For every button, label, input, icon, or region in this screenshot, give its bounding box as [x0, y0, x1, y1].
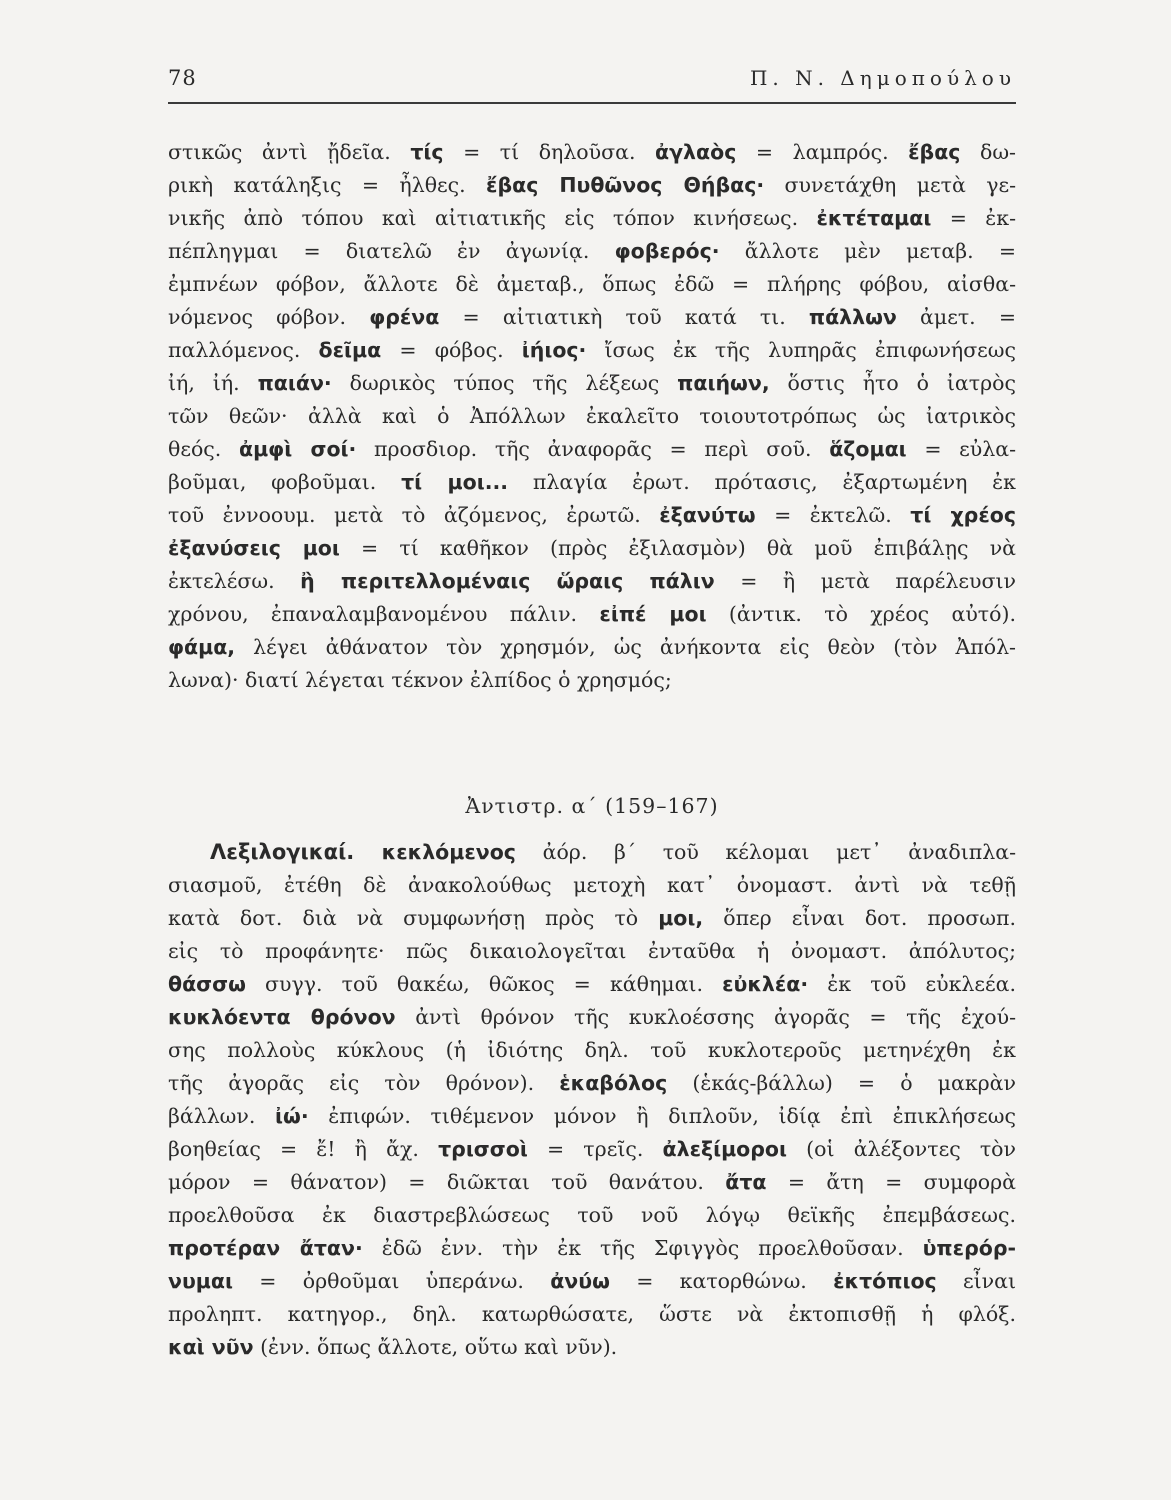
- text-line: [168, 136, 1016, 169]
- headword: παιάν·: [257, 371, 332, 395]
- text-line: [168, 836, 1016, 869]
- gloss-text: σιασμοῦ, ἐτέθη δὲ ἀνακολούθως μετοχὴ κατ᾽ ὀνομαστ. ἀντὶ νὰ τεθῇ: [168, 873, 1016, 897]
- headword: φοβερός·: [614, 239, 720, 263]
- lexicon-heading: Λεξιλογικαί.: [210, 840, 382, 864]
- gloss-text: βοῦμαι, φοβοῦμαι.: [168, 470, 402, 494]
- page-body: [168, 136, 1016, 1359]
- text-line: [168, 1001, 1016, 1034]
- section-heading: Ἀντιστρ. α΄ (159–167): [465, 794, 719, 818]
- text-line: [168, 1100, 1016, 1133]
- gloss-text: = ἐκ-: [931, 206, 1016, 230]
- gloss-text: προληπτ. κατηγορ., δηλ. κατωρθώσατε, ὥστε νὰ ἐκτοπισθῇ ἡ φλόξ.: [168, 1302, 1016, 1326]
- headword: μοι,: [658, 906, 704, 930]
- headword: ἐκτόπιος: [833, 1269, 937, 1293]
- gloss-text: = λαμπρός.: [736, 140, 909, 164]
- page-number: 78: [168, 66, 197, 90]
- headword: τρισσοὶ: [438, 1137, 528, 1161]
- headword: ἰώ·: [275, 1104, 309, 1128]
- running-head: Π. Ν. Δημοπούλου: [749, 66, 1016, 90]
- text-line: [168, 1067, 1016, 1100]
- gloss-text: πλαγία ἐρωτ. πρότασις, ἐξαρτωμένη ἐκ: [508, 470, 1016, 494]
- headword: πάλλων: [808, 305, 897, 329]
- gloss-text: ἐμπνέων φόβον, ἄλλοτε δὲ ἀμεταβ., ὅπως ἐδῶ = πλήρης φόβου, αἰσθα-: [168, 272, 1016, 296]
- text-line: [168, 334, 1016, 367]
- gloss-text: εἶναι: [936, 1269, 1016, 1293]
- gloss-text: ἐκτελέσω.: [168, 569, 301, 593]
- gloss-text: τοῦ ἐννοουμ. μετὰ τὸ ἀζόμενος, ἐρωτῶ.: [168, 503, 660, 527]
- gloss-text: συνετάχθη μετὰ γε-: [764, 173, 1016, 197]
- text-line: [168, 367, 1016, 400]
- gloss-text: λωνα)· διατί λέγεται τέκνον ἐλπίδος ὁ χρησμός;: [168, 668, 672, 692]
- headword: ἰήιος·: [521, 338, 587, 362]
- text-line: [168, 968, 1016, 1001]
- gloss-text: παλλόμενος.: [168, 338, 319, 362]
- headword: θάσσω: [168, 972, 246, 996]
- text-line: [168, 1298, 1016, 1331]
- commentary-paragraph-2: [168, 836, 1016, 1364]
- headword: ἑκαβόλος: [559, 1071, 668, 1095]
- text-line: [168, 902, 1016, 935]
- headword: εὐκλέα·: [722, 972, 809, 996]
- gloss-text: εἰς τὸ προφάνητε· πῶς δικαιολογεῖται ἐνταῦθα ἡ ὀνομαστ. ἀπόλυτος;: [168, 939, 1016, 963]
- gloss-text: ἀμετ. =: [896, 305, 1016, 329]
- headword: ὑπερόρ-: [922, 1236, 1016, 1260]
- text-line: [168, 664, 1016, 697]
- headword: παιήων,: [677, 371, 770, 395]
- gloss-text: στικῶς ἀντὶ ᾔδεῖα.: [168, 140, 411, 164]
- text-line: [168, 1331, 1016, 1364]
- text-line: [168, 202, 1016, 235]
- gloss-text: ἴσως ἐκ τῆς λυπηρᾶς ἐπιφωνήσεως: [586, 338, 1016, 362]
- gloss-text: προελθοῦσα ἐκ διαστρεβλώσεως τοῦ νοῦ λόγῳ θεϊκῆς ἐπεμβάσεως.: [168, 1203, 1016, 1227]
- gloss-text: ἄλλοτε μὲν μεταβ. =: [719, 239, 1016, 263]
- headword: νυμαι: [168, 1269, 233, 1293]
- text-line: [168, 1265, 1016, 1298]
- text-line: [168, 235, 1016, 268]
- gloss-text: ὅπερ εἶναι δοτ. προσωπ.: [703, 906, 1016, 930]
- gloss-text: νικῆς ἀπὸ τόπου καὶ αἰτιατικῆς εἰς τόπον κινήσεως.: [168, 206, 817, 230]
- gloss-text: ἰή, ἰή.: [168, 371, 258, 395]
- text-line: [168, 935, 1016, 968]
- headword: εἰπέ μοι: [599, 602, 707, 626]
- gloss-text: δωρικὸς τύπος τῆς λέξεως: [331, 371, 678, 395]
- text-line: [168, 301, 1016, 334]
- gloss-text: = ἄτη = συμφορὰ: [766, 1170, 1016, 1194]
- text-line: [168, 869, 1016, 902]
- headword: ἄτα: [725, 1170, 767, 1194]
- headword: καὶ νῦν: [168, 1335, 254, 1359]
- gloss-text: ἐδῶ ἐνν. τὴν ἐκ τῆς Σφιγγὸς προελθοῦσαν.: [362, 1236, 923, 1260]
- gloss-text: = ὀρθοῦμαι ὑπεράνω.: [232, 1269, 551, 1293]
- headword: ἔβας: [908, 140, 961, 164]
- gloss-text: μόρον = θάνατον) = διῶκται τοῦ θανάτου.: [168, 1170, 726, 1194]
- gloss-text: θεός.: [168, 437, 239, 461]
- text-line: [168, 532, 1016, 565]
- text-line: [168, 499, 1016, 532]
- gloss-text: τῆς ἀγορᾶς εἰς τὸν θρόνον).: [168, 1071, 560, 1095]
- commentary-paragraph-1: [168, 136, 1016, 697]
- gloss-text: ἐκ τοῦ εὐκλεέα.: [808, 972, 1016, 996]
- gloss-text: = τρεῖς.: [527, 1137, 663, 1161]
- gloss-text: = ἢ μετὰ παρέλευσιν: [714, 569, 1016, 593]
- text-line: [168, 1166, 1016, 1199]
- headword: δεῖμα: [318, 338, 382, 362]
- gloss-text: προσδιορ. τῆς ἀναφορᾶς = περὶ σοῦ.: [356, 437, 830, 461]
- gloss-text: νόμενος φόβον.: [168, 305, 370, 329]
- headword: ἅζομαι: [829, 437, 907, 461]
- headword: ἐξανύσεις μοι: [168, 536, 340, 560]
- text-line: [168, 400, 1016, 433]
- headword: τί μοι...: [401, 470, 509, 494]
- text-line: [168, 268, 1016, 301]
- gloss-text: τῶν θεῶν· ἀλλὰ καὶ ὁ Ἀπόλλων ἐκαλεῖτο τοιουτοτρόπως ὡς ἰατρικὸς: [168, 404, 1016, 428]
- text-line: [168, 598, 1016, 631]
- headword: προτέραν ἄταν·: [168, 1236, 363, 1260]
- text-line: [168, 169, 1016, 202]
- text-line: [168, 565, 1016, 598]
- gloss-text: = κατορθώνω.: [609, 1269, 834, 1293]
- gloss-text: ἀντὶ θρόνον τῆς κυκλοέσσης ἀγορᾶς = τῆς ἐχού-: [395, 1005, 1016, 1029]
- gloss-text: βοηθείας = ἔ! ἢ ἄχ.: [168, 1137, 439, 1161]
- gloss-text: ἀόρ. β΄ τοῦ κέλομαι μετ᾽ ἀναδιπλα-: [515, 840, 1016, 864]
- text-line: [168, 1199, 1016, 1232]
- gloss-text: = τί δηλοῦσα.: [443, 140, 655, 164]
- headword: ἔβας Πυθῶνος Θήβας·: [486, 173, 765, 197]
- gloss-text: = τί καθῆκον (πρὸς ἐξιλασμὸν) θὰ μοῦ ἐπιβάλῃς νὰ: [339, 536, 1016, 560]
- gloss-text: ρικὴ κατάληξις = ἦλθες.: [168, 173, 487, 197]
- gloss-text: χρόνου, ἐπαναλαμβανομένου πάλιν.: [168, 602, 600, 626]
- gloss-text: (ἀντικ. τὸ χρέος αὐτό).: [706, 602, 1016, 626]
- gloss-text: λέγει ἀθάνατον τὸν χρησμόν, ὡς ἀνήκοντα εἰς θεὸν (τὸν Ἀπόλ-: [235, 635, 1016, 659]
- gloss-text: βάλλων.: [168, 1104, 276, 1128]
- gloss-text: (οἱ ἀλέξοντες τὸν: [787, 1137, 1016, 1161]
- headword: ἐξανύτω: [659, 503, 756, 527]
- headword: ἀλεξίμοροι: [662, 1137, 787, 1161]
- gloss-text: (ἐνν. ὅπως ἄλλοτε, οὕτω καὶ νῦν).: [253, 1335, 618, 1359]
- gloss-text: δω-: [960, 140, 1016, 164]
- text-line: [168, 1133, 1016, 1166]
- headword: φάμα,: [168, 635, 236, 659]
- headword: τί χρέος: [910, 503, 1016, 527]
- headword: ἀνύω: [550, 1269, 610, 1293]
- gloss-text: συγγ. τοῦ θακέω, θῶκος = κάθημαι.: [245, 972, 723, 996]
- gloss-text: = φόβος.: [381, 338, 522, 362]
- text-line: [168, 466, 1016, 499]
- text-line: [168, 1034, 1016, 1067]
- headword: κεκλόμενος: [381, 840, 516, 864]
- headword: τίς: [410, 140, 444, 164]
- headword: φρένα: [369, 305, 440, 329]
- gloss-text: = ἐκτελῶ.: [755, 503, 911, 527]
- gloss-text: πέπληγμαι = διατελῶ ἐν ἀγωνίᾳ.: [168, 239, 615, 263]
- gloss-text: (ἑκάς-βάλλω) = ὁ μακρὰν: [667, 1071, 1016, 1095]
- gloss-text: κατὰ δοτ. διὰ νὰ συμφωνήσῃ πρὸς τὸ: [168, 906, 659, 930]
- headword: ἀμφὶ σοί·: [238, 437, 357, 461]
- headword: κυκλόεντα θρόνον: [168, 1005, 396, 1029]
- gloss-text: σης πολλοὺς κύκλους (ἡ ἰδιότης δηλ. τοῦ κυκλοτεροῦς μετηνέχθη ἐκ: [168, 1038, 1016, 1062]
- text-line: [168, 1232, 1016, 1265]
- headword: ἢ περιτελλομέναις ὥραις πάλιν: [300, 569, 715, 593]
- page-header: [168, 62, 1016, 104]
- headword: ἐκτέταμαι: [816, 206, 932, 230]
- gloss-text: = αἰτιατικὴ τοῦ κατά τι.: [439, 305, 809, 329]
- gloss-text: = εὐλα-: [906, 437, 1016, 461]
- gloss-text: ἐπιφών. τιθέμενον μόνον ἢ διπλοῦν, ἰδίᾳ ἐπὶ ἐπικλήσεως: [308, 1104, 1016, 1128]
- gloss-text: ὅστις ἦτο ὁ ἰατρὸς: [769, 371, 1016, 395]
- headword: ἀγλαὸς: [655, 140, 737, 164]
- text-line: [168, 631, 1016, 664]
- text-line: [168, 433, 1016, 466]
